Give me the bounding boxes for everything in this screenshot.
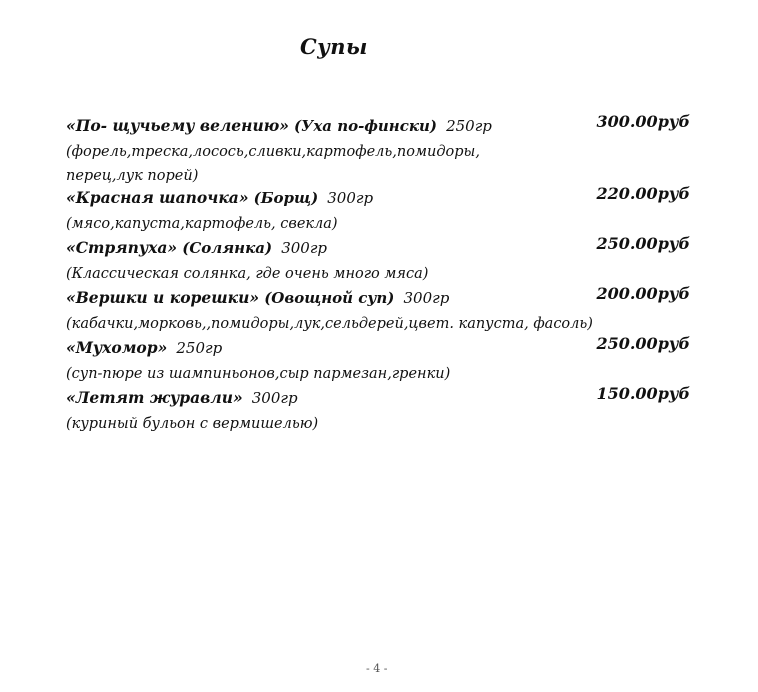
menu-item-price: 250.00руб bbox=[596, 234, 690, 253]
menu-item-description: (кабачки,морковь,,помидоры,лук,сельдерей,цвет. капуста, фасоль) bbox=[66, 316, 593, 332]
menu-item-weight: 300гр bbox=[403, 289, 450, 307]
menu-item-header bbox=[66, 334, 726, 362]
menu-item-header bbox=[66, 184, 726, 212]
menu-item bbox=[66, 184, 726, 236]
menu-item bbox=[66, 334, 726, 386]
menu-item-price: 250.00руб bbox=[596, 334, 690, 353]
menu-item bbox=[66, 234, 726, 286]
menu-item-weight: 250гр bbox=[446, 117, 492, 135]
menu-item-description: (куриный бульон с вермишелью) bbox=[66, 416, 319, 432]
menu-item-header bbox=[66, 284, 726, 312]
menu-item-name: «Мухомор» bbox=[66, 338, 168, 357]
menu-item-description: (Классическая солянка, где очень много мяса) bbox=[66, 266, 429, 282]
menu-item-description: (форель,треска,лосось,сливки,картофель,помидоры, перец,лук порей) bbox=[66, 144, 480, 184]
menu-item bbox=[66, 384, 726, 436]
menu-item-name: «Стряпуха» bbox=[66, 238, 178, 257]
menu-item-header bbox=[66, 234, 726, 262]
menu-item-header bbox=[66, 384, 726, 412]
menu-item-price: 200.00руб bbox=[596, 284, 690, 303]
menu-item-weight: 300гр bbox=[251, 389, 298, 407]
menu-item-name: «По- щучьему велению» bbox=[66, 116, 289, 135]
menu-item-price: 300.00руб bbox=[596, 112, 690, 131]
menu-item-weight: 300гр bbox=[327, 189, 374, 207]
page-number: - 4 - bbox=[366, 662, 388, 675]
menu-item-name: «Летят журавли» bbox=[66, 388, 243, 407]
menu-item-subtitle: (Овощной суп) bbox=[264, 289, 395, 307]
menu-item-subtitle: (Солянка) bbox=[182, 239, 273, 257]
menu-item-description: (мясо,капуста,картофель, свекла) bbox=[66, 216, 338, 232]
menu-item bbox=[66, 112, 726, 188]
menu-item-subtitle: (Борщ) bbox=[253, 189, 319, 207]
menu-item-weight: 250гр bbox=[176, 339, 223, 357]
menu-item-header bbox=[66, 112, 726, 140]
section-title: Супы bbox=[300, 34, 368, 59]
menu-item-description: (суп-пюре из шампиньонов,сыр пармезан,гренки) bbox=[66, 366, 451, 382]
menu-item-price: 220.00руб bbox=[596, 184, 690, 203]
menu-item-name: «Вершки и корешки» bbox=[66, 288, 260, 307]
menu-item-name: «Красная шапочка» bbox=[66, 188, 249, 207]
menu-item-subtitle: (Уха по-фински) bbox=[294, 117, 437, 135]
menu-item-weight: 300гр bbox=[281, 239, 328, 257]
menu-item bbox=[66, 284, 726, 336]
menu-item-price: 150.00руб bbox=[596, 384, 690, 403]
